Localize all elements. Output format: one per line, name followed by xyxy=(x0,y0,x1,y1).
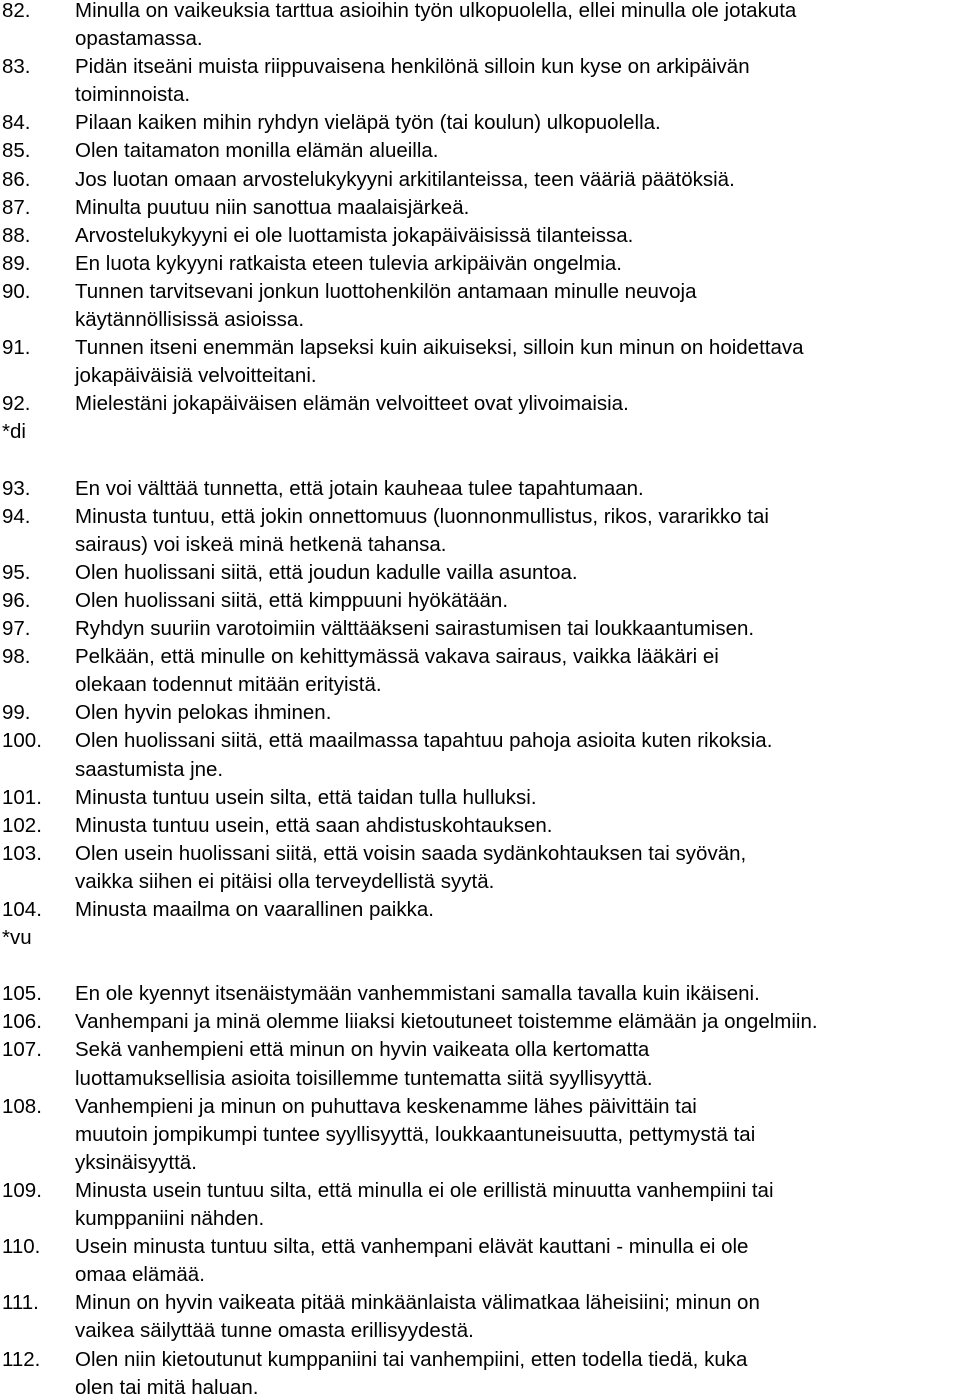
item-text: Tunnen tarvitsevani jonkun luottohenkilön antamaan minulle neuvoja käytännöllisissä asioissa. xyxy=(75,279,697,332)
list-item xyxy=(2,980,960,1008)
list-item xyxy=(2,559,960,587)
item-text: Pelkään, että minulle on kehittymässä vakava sairaus, vaikka lääkäri ei olekaan todennut mitään erityistä. xyxy=(75,645,719,697)
list-item xyxy=(2,194,960,222)
statement-list xyxy=(2,0,960,1397)
list-item xyxy=(2,840,960,896)
list-item xyxy=(2,1233,960,1289)
item-number: 107. xyxy=(2,1038,42,1062)
item-text: Arvostelukykyyni ei ole luottamista jokapäiväisissä tilanteissa. xyxy=(75,223,634,247)
list-item xyxy=(2,278,960,334)
section-marker: *vu xyxy=(2,926,32,950)
item-number: 104. xyxy=(2,898,42,921)
item-number: 89. xyxy=(2,251,31,275)
list-item xyxy=(2,222,960,250)
list-item xyxy=(2,1177,960,1233)
item-text: Olen huolissani siitä, että joudun kadulle vailla asuntoa. xyxy=(75,560,578,584)
list-item xyxy=(2,1346,960,1397)
list-item xyxy=(2,1008,960,1036)
item-number: 90. xyxy=(2,279,31,303)
item-number: 98. xyxy=(2,645,31,669)
list-item xyxy=(2,137,960,165)
item-text: Minulla on vaikeuksia tarttua asioihin työn ulkopuolella, ellei minulla ole jotakuta opastamassa. xyxy=(75,0,797,51)
item-text: Mielestäni jokapäiväisen elämän velvoitteet ovat ylivoimaisia. xyxy=(75,392,629,416)
item-number: 83. xyxy=(2,55,31,79)
item-number: 111. xyxy=(2,1291,39,1315)
item-text: Olen huolissani siitä, että maailmassa tapahtuu pahoja asioita kuten rikoksia. saastumista jne. xyxy=(75,729,773,781)
item-number: 103. xyxy=(2,841,42,865)
item-text: Minusta maailma on vaarallinen paikka. xyxy=(75,898,434,921)
item-number: 84. xyxy=(2,111,31,135)
item-number: 91. xyxy=(2,336,31,360)
item-text: Minusta tuntuu usein silta, että taidan tulla hulluksi. xyxy=(75,785,537,809)
item-number: 85. xyxy=(2,139,31,163)
list-item xyxy=(2,0,960,53)
item-text: Sekä vanhempieni että minun on hyvin vaikeata olla kertomatta luottamuksellisia asioita toisillemme tuntematta siitä syyllisyyttä. xyxy=(75,1038,653,1090)
item-number: 88. xyxy=(2,223,31,247)
list-item xyxy=(2,727,960,783)
list-item xyxy=(2,334,960,390)
item-number: 100. xyxy=(2,729,42,753)
item-number: 102. xyxy=(2,813,42,837)
list-item xyxy=(2,587,960,615)
item-number: 86. xyxy=(2,167,31,191)
item-text: Pilaan kaiken mihin ryhdyn vieläpä työn (tai koulun) ulkopuolella. xyxy=(75,111,661,135)
list-item xyxy=(2,784,960,812)
list-item xyxy=(2,53,960,109)
item-text: Olen niin kietoutunut kumppaniini tai vanhempiini, etten todella tiedä, kuka olen tai mitä haluan. xyxy=(75,1347,748,1397)
list-item xyxy=(2,812,960,840)
item-text: Vanhempieni ja minun on puhuttava keskenamme lähes päivittäin tai muutoin jompikumpi tuntee syyllisyyttä, loukkaantuneisuutta, pettymystä tai yksinäisyyttä. xyxy=(75,1094,756,1174)
item-number: 82. xyxy=(2,0,31,22)
list-item xyxy=(2,503,960,559)
item-text: Olen huolissani siitä, että kimppuuni hyökätään. xyxy=(75,588,509,612)
list-item xyxy=(2,1093,960,1177)
item-text: En luota kykyyni ratkaista eteen tulevia arkipäivän ongelmia. xyxy=(75,251,622,275)
item-text: En voi välttää tunnetta, että jotain kauheaa tulee tapahtumaan. xyxy=(75,476,644,500)
item-text: Minulta puutuu niin sanottua maalaisjärkeä. xyxy=(75,195,470,219)
list-item xyxy=(2,475,960,503)
item-number: 87. xyxy=(2,195,31,219)
item-number: 93. xyxy=(2,476,31,500)
list-item xyxy=(2,699,960,727)
item-text: Olen usein huolissani siitä, että voisin saada sydänkohtauksen tai syövän, vaikka siihen ei pitäisi olla terveydellistä syytä. xyxy=(75,841,747,893)
item-text: En ole kyennyt itsenäistymään vanhemmistani samalla tavalla kuin ikäiseni. xyxy=(75,982,760,1006)
item-number: 99. xyxy=(2,701,31,725)
item-number: 101. xyxy=(2,785,42,809)
item-number: 108. xyxy=(2,1094,42,1118)
item-number: 92. xyxy=(2,392,31,416)
list-item xyxy=(2,250,960,278)
item-number: 96. xyxy=(2,588,31,612)
item-number: 97. xyxy=(2,617,31,641)
list-item xyxy=(2,390,960,418)
item-text: Minun on hyvin vaikeata pitää minkäänlaista välimatkaa läheisiini; minun on vaikea säilyttää tunne omasta erillisyydestä. xyxy=(75,1291,760,1343)
list-item xyxy=(2,109,960,137)
item-number: 94. xyxy=(2,504,31,528)
section-marker: *di xyxy=(2,420,26,444)
item-number: 112. xyxy=(2,1347,41,1371)
item-text: Usein minusta tuntuu silta, että vanhempani elävät kauttani - minulla ei ole omaa elämää. xyxy=(75,1235,749,1287)
list-item xyxy=(2,166,960,194)
item-number: 109. xyxy=(2,1178,42,1202)
item-text: Pidän itseäni muista riippuvaisena henkilönä silloin kun kyse on arkipäivän toiminnoista. xyxy=(75,55,750,107)
item-number: 105. xyxy=(2,982,42,1006)
item-text: Vanhempani ja minä olemme liiaksi kietoutuneet toistemme elämään ja ongelmiin. xyxy=(75,1010,818,1034)
item-text: Ryhdyn suuriin varotoimiin välttääkseni sairastumisen tai loukkaantumisen. xyxy=(75,617,755,641)
item-number: 110. xyxy=(2,1235,41,1259)
item-text: Tunnen itseni enemmän lapseksi kuin aikuiseksi, silloin kun minun on hoidettava jokapäiväisiä velvoitteitani. xyxy=(75,336,804,388)
item-text: Minusta usein tuntuu silta, että minulla ei ole erillistä minuutta vanhempiini tai kumppaniini nähden. xyxy=(75,1178,774,1231)
item-text: Jos luotan omaan arvostelukykyyni arkitilanteissa, teen vääriä päätöksiä. xyxy=(75,167,735,191)
item-text: Minusta tuntuu, että jokin onnettomuus (luonnonmullistus, rikos, vararikko tai sairaus) voi iskeä minä hetkenä tahansa. xyxy=(75,504,769,556)
list-item xyxy=(2,1036,960,1092)
item-text: Olen taitamaton monilla elämän alueilla. xyxy=(75,139,439,163)
list-item xyxy=(2,615,960,643)
item-text: Minusta tuntuu usein, että saan ahdistuskohtauksen. xyxy=(75,813,553,837)
item-number: 95. xyxy=(2,560,31,584)
list-item xyxy=(2,643,960,699)
list-item xyxy=(2,896,960,924)
item-number: 106. xyxy=(2,1010,42,1034)
list-item xyxy=(2,1289,960,1345)
item-text: Olen hyvin pelokas ihminen. xyxy=(75,701,332,725)
